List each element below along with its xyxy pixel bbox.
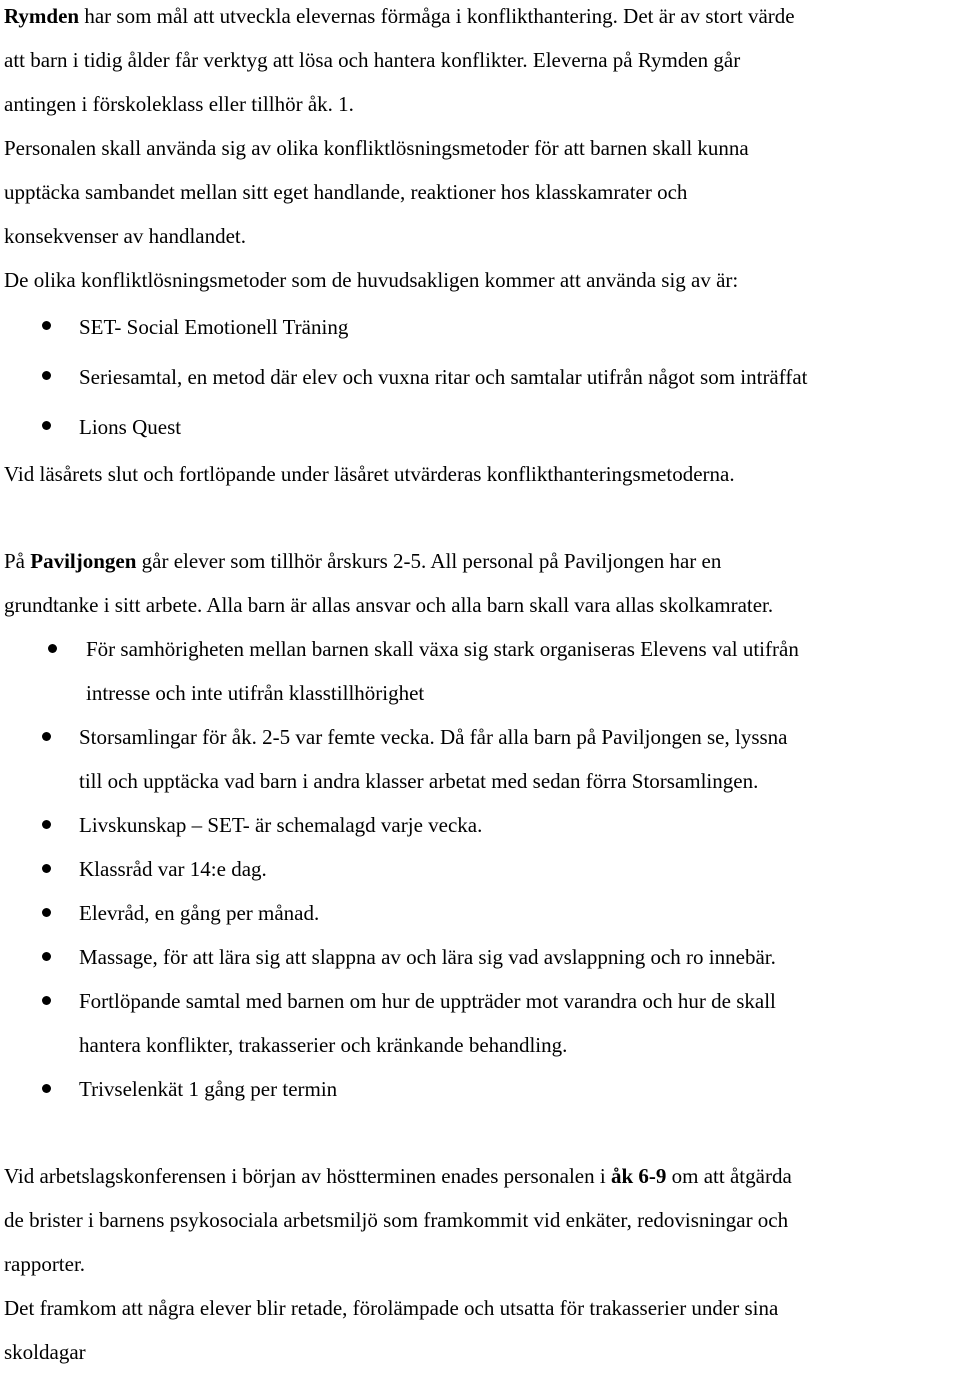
paviljongen-list <box>4 627 956 1111</box>
paragraph-paviljongen: På Paviljongen går elever som tillhör årskurs 2-5. All personal på Paviljongen har en grundtanke i sitt arbete. Alla barn är allas ansvar och alla barn skall vara allas skolkamrater. <box>4 549 774 617</box>
bullet-icon <box>42 996 51 1005</box>
paragraph-personalen: Personalen skall använda sig av olika konfliktlösningsmetoder för att barnen skall kunna upptäcka sambandet mellan sitt eget handlande, reaktioner hos klasskamrater och konsekvenser av handlandet. <box>4 136 749 248</box>
ak-6-9-heading: åk 6-9 <box>610 1164 667 1188</box>
rymden-heading: Rymden <box>4 4 80 28</box>
bullet-icon <box>42 421 51 430</box>
bullet-icon <box>42 371 51 380</box>
paviljongen-heading: Paviljongen <box>30 549 137 573</box>
bullet-icon <box>42 864 51 873</box>
list-item: Fortlöpande samtal med barnen om hur de uppträder mot varandra och hur de skall hantera konflikter, trakasserier och kränkande behandling. <box>4 979 956 1067</box>
paragraph-evaluation: Vid läsårets slut och fortlöpande under läsåret utvärderas konflikthanteringsmetoderna. <box>4 462 735 486</box>
list-item: Elevråd, en gång per månad. <box>4 891 956 935</box>
list-item: Massage, för att lära sig att slappna av och lära sig vad avslappning och ro innebär. <box>4 935 956 979</box>
spacer <box>4 1111 956 1154</box>
methods-list <box>4 302 956 452</box>
paragraph-framkom: Det framkom att några elever blir retade, förolämpade och utsatta för trakasserier under sina skoldagar <box>4 1296 779 1364</box>
bullet-icon <box>42 952 51 961</box>
bullet-icon <box>42 1084 51 1093</box>
list-item: Seriesamtal, en metod där elev och vuxna ritar och samtalar utifrån något som inträffat <box>4 352 956 402</box>
bullet-icon <box>48 644 57 653</box>
list-item: SET- Social Emotionell Träning <box>4 302 956 352</box>
bullet-icon <box>42 732 51 741</box>
document-page <box>4 0 956 1374</box>
list-item: Storsamlingar för åk. 2-5 var femte vecka. Då får alla barn på Paviljongen se, lyssna till och upptäcka vad barn i andra klasser arbetat med sedan förra Storsamlingen. <box>4 715 956 803</box>
spacer <box>4 496 956 539</box>
list-item: Klassråd var 14:e dag. <box>4 847 956 891</box>
bullet-icon <box>42 908 51 917</box>
list-item: För samhörigheten mellan barnen skall växa sig stark organiseras Elevens val utifrån intresse och inte utifrån klasstillhörighet <box>4 627 956 715</box>
bullet-icon <box>42 820 51 829</box>
paragraph-methods-intro: De olika konfliktlösningsmetoder som de huvudsakligen kommer att använda sig av är: <box>4 268 739 292</box>
bullet-icon <box>42 321 51 330</box>
list-item: Lions Quest <box>4 402 956 452</box>
list-item: Trivselenkät 1 gång per termin <box>4 1067 956 1111</box>
list-item: Livskunskap – SET- är schemalagd varje vecka. <box>4 803 956 847</box>
paragraph-rymden: Rymden har som mål att utveckla elevernas förmåga i konflikthantering. Det är av stort värde att barn i tidig ålder får verktyg att lösa och hantera konflikter. Eleverna på Rymden går antingen i förskoleklass eller tillhör åk. 1. <box>4 4 795 116</box>
paragraph-arbetslag: Vid arbetslagskonferensen i början av höstterminen enades personalen i åk 6-9 om att åtgärda de brister i barnens psykosociala arbetsmiljö som framkommit vid enkäter, redovisningar och rapporter. <box>4 1164 792 1276</box>
